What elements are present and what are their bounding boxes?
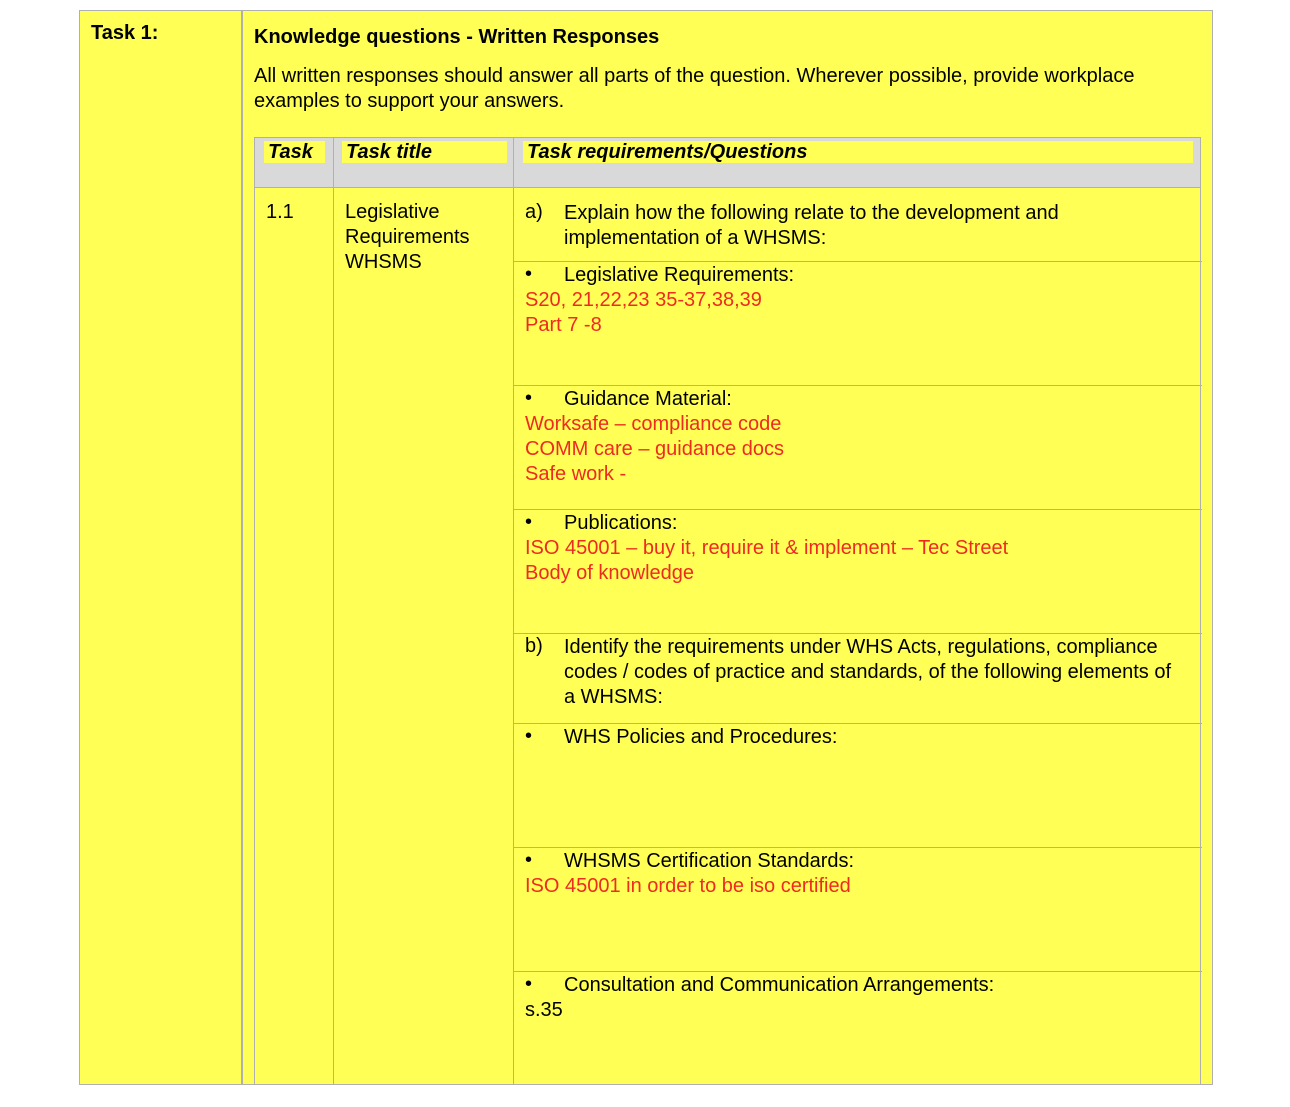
answer-line: ISO 45001 in order to be iso certified — [525, 875, 851, 897]
written-answer — [525, 998, 563, 1023]
written-answer — [525, 412, 784, 487]
requirement-text: WHS Policies and Procedures: — [564, 726, 838, 748]
requirement-text: Guidance Material: — [564, 388, 732, 410]
task-number: 1.1 — [266, 201, 294, 223]
instructions-text: All written responses should answer all parts of the question. Wherever possible, provide workplace examples to support your answers. — [254, 65, 1135, 112]
answer-line: COMM care – guidance docs — [525, 438, 785, 460]
task-title: Legislative Requirements WHSMS — [345, 201, 470, 273]
table-header-row — [255, 137, 1200, 188]
requirement-text: Identify the requirements under WHS Acts, regulations, compliance codes / codes of practice and standards, of the following elements of a WHSMS: — [564, 636, 1172, 708]
requirement-text: Explain how the following relate to the development and implementation of a WHSMS: — [564, 202, 1059, 249]
answer-line: Safe work - — [525, 463, 627, 485]
question-marker: b) — [525, 635, 543, 657]
requirement-row — [514, 510, 1202, 634]
section-heading: Knowledge questions - Written Responses — [254, 26, 660, 48]
requirement-text: Consultation and Communication Arrangements: — [564, 974, 995, 996]
requirement-text: Publications: — [564, 512, 678, 534]
requirement-row — [514, 634, 1202, 724]
requirement-row — [514, 724, 1202, 848]
bullet-marker: • — [525, 511, 533, 533]
bullet-marker: • — [525, 387, 533, 409]
answer-line: ISO 45001 – buy it, require it & implement – Tec Street — [525, 537, 1009, 559]
requirement-row — [514, 386, 1202, 510]
answer-line: Worksafe – compliance code — [525, 413, 782, 435]
bullet-marker: • — [525, 725, 533, 747]
answer-line: s.35 — [525, 999, 563, 1021]
question-marker: a) — [525, 201, 543, 223]
task-label: Task 1: — [91, 22, 159, 44]
header-requirements: Task requirements/Questions — [523, 141, 1193, 163]
requirement-row — [514, 848, 1202, 972]
column-divider — [242, 11, 243, 1084]
written-answer — [525, 288, 762, 338]
task-document — [79, 10, 1213, 1085]
bullet-marker: • — [525, 973, 533, 995]
questions-table — [254, 137, 1201, 1085]
requirement-text: Legislative Requirements: — [564, 264, 795, 286]
task-label-column — [80, 11, 242, 1084]
answer-line: Body of knowledge — [525, 562, 695, 584]
header-task-title: Task title — [342, 141, 507, 163]
answer-line: S20, 21,22,23 35-37,38,39 — [525, 289, 762, 311]
requirement-row — [514, 200, 1202, 262]
written-answer — [525, 536, 1008, 586]
header-task: Task — [264, 141, 325, 163]
written-answer — [525, 874, 851, 899]
bullet-marker: • — [525, 849, 533, 871]
requirement-row — [514, 972, 1202, 1097]
answer-line: Part 7 -8 — [525, 314, 602, 336]
bullet-marker: • — [525, 263, 533, 285]
requirement-text: WHSMS Certification Standards: — [564, 850, 855, 872]
column-divider — [333, 137, 334, 1085]
requirement-row — [514, 262, 1202, 386]
